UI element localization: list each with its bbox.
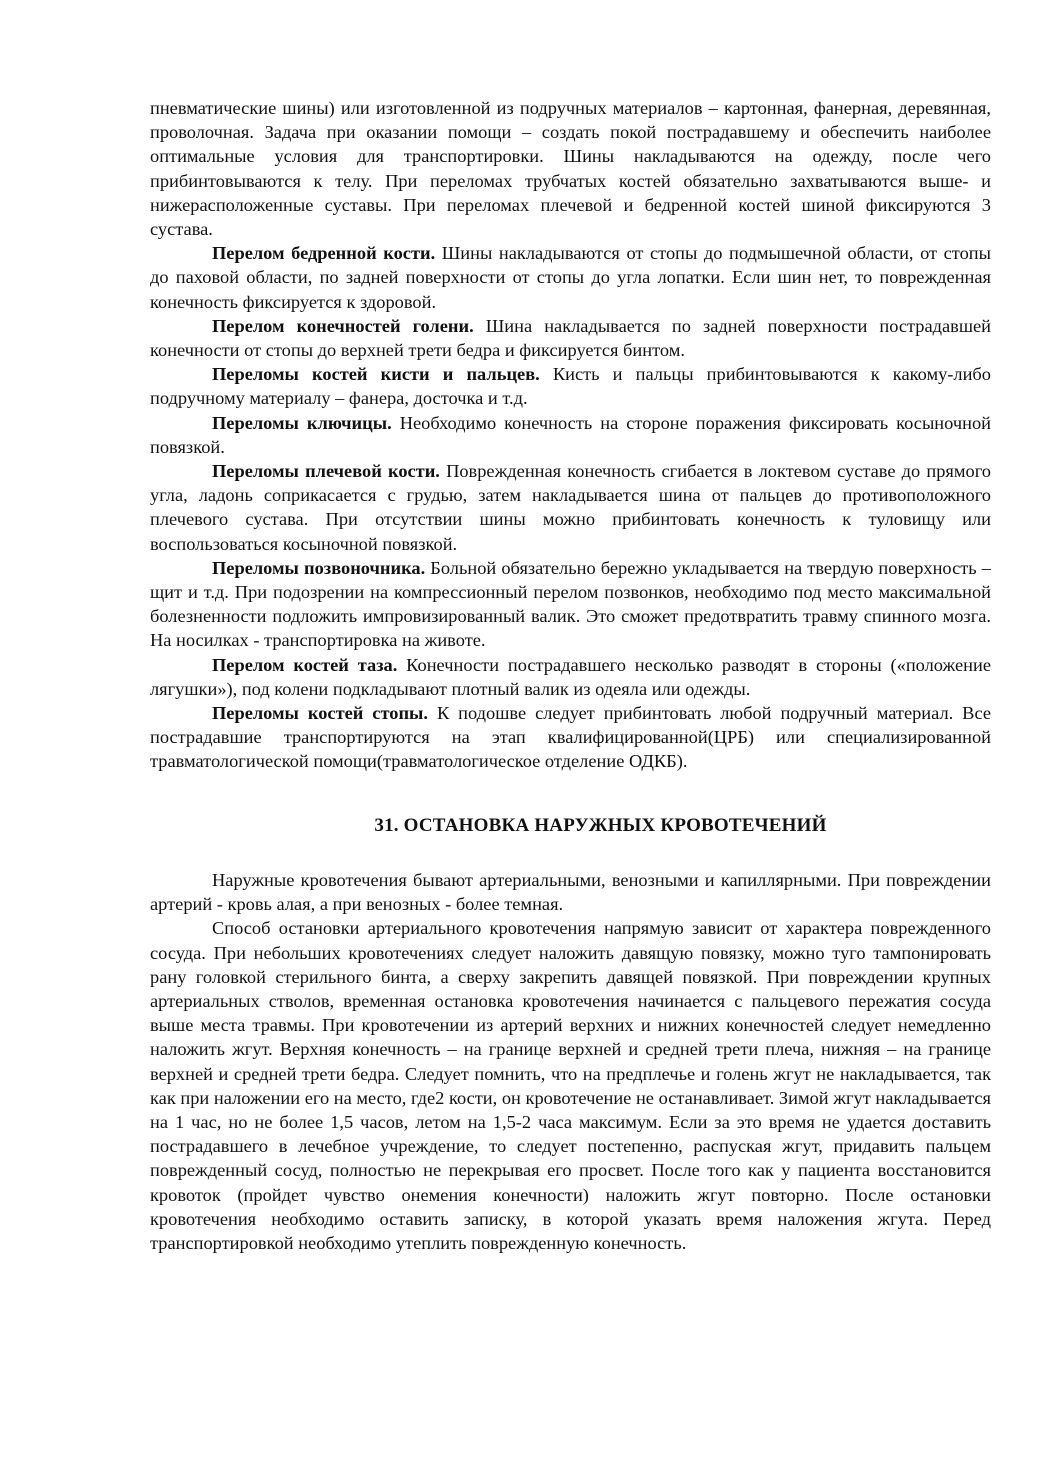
- fracture-paragraph-pelvis: [150, 653, 991, 701]
- fracture-paragraph-hand: [150, 362, 991, 410]
- fracture-term: Перелом конечностей голени.: [212, 315, 474, 336]
- fracture-term: Перелом костей таза.: [212, 654, 398, 675]
- fracture-paragraph-clavicle: [150, 411, 991, 459]
- fracture-term: Переломы костей стопы.: [212, 703, 429, 724]
- intro-paragraph: пневматические шины) или изготовленной из подручных материалов – картонная, фанерная, деревянная, проволочная. Задача при оказании помощи – создать покой пострадавшему и обеспечить наиболее оптимальные условия для транспортировки. Шины накладываются на одежду, после чего прибинтовываются к телу. При переломах трубчатых костей обязательно захватываются выше- и нижерасположенные суставы. При переломах плечевой и бедренной костей шиной фиксируются 3 сустава.: [150, 98, 991, 240]
- section-heading: 31. ОСТАНОВКА НАРУЖНЫХ КРОВОТЕЧЕНИЙ: [374, 814, 827, 836]
- fracture-text: Конечности пострадавшего несколько разводят в стороны («положение лягушки»), под колени подкладывают плотный валик из одеяла или одежды.: [150, 654, 992, 699]
- fracture-text: Необходимо конечность на стороне поражения фиксировать косыночной повязкой.: [150, 412, 991, 457]
- fracture-paragraph-femur: [150, 241, 991, 314]
- fracture-text: Кисть и пальцы прибинтовываются к какому-либо подручному материалу – фанера, досточка и т.д.: [150, 364, 991, 409]
- fracture-term: Переломы ключицы.: [212, 412, 392, 433]
- fracture-term: Переломы костей кисти и пальцев.: [212, 364, 540, 385]
- fracture-paragraph-foot: [150, 701, 991, 774]
- bleeding-paragraph-types: Наружные кровотечения бывают артериальными, венозными и капиллярными. При повреждении артерий - кровь алая, а при венозных - более темная.: [150, 869, 991, 915]
- fracture-text: Больной обязательно бережно укладывается на твердую поверхность – щит и т.д. При подозрении на компрессионный перелом позвонков, необходимо под место максимальной болезненности подложить импровизированный валик. Это сможет предотвратить травму спинного мозга. На носилках - транспортировка на животе.: [150, 557, 991, 651]
- fracture-term: Перелом бедренной кости.: [212, 243, 436, 264]
- fracture-term: Переломы плечевой кости.: [212, 461, 440, 482]
- document-page: [150, 96, 991, 1255]
- fracture-text: Поврежденная конечность сгибается в локтевом суставе до прямого угла, ладонь соприкасается с грудью, затем накладывается шина от пальцев до противоположного плечевого сустава. При отсутствии шины можно прибинтовать конечность к туловищу или воспользоваться косыночной повязкой.: [150, 461, 992, 554]
- fracture-paragraph-humerus: [150, 459, 991, 556]
- fracture-term: Переломы позвоночника.: [212, 557, 426, 578]
- bleeding-paragraph-method: Способ остановки артериального кровотечения напрямую зависит от характера поврежденного сосуда. При небольших кровотечениях следует наложить давящую повязку, можно туго тампонировать рану головкой стерильного бинта, а сверху закрепить давящей повязкой. При повреждении крупных артериальных стволов, временная остановка кровотечения начинается с пальцевого пережатия сосуда выше места травмы. При кровотечении из артерий верхних и нижних конечностей следует немедленно наложить жгут. Верхняя конечность – на границе верхней и средней трети плеча, нижняя – на границе верхней и средней трети бедра. Следует помнить, что на предплечье и голень жгут не накладывается, так как при наложении его на место, где2 кости, он кровотечение не останавливает. Зимой жгут накладывается на 1 час, но не более 1,5 часов, летом на 1,5-2 часа максимум. Если за это время не удается доставить пострадавшего в лечебное учреждение, то следует постепенно, распуская жгут, придавить пальцем поврежденный сосуд, полностью не перекрывая его просвет. После того как у пациента восстановится кровоток (пройдет чувство онемения конечности) наложить жгут повторно. После остановки кровотечения необходимо оставить записку, в которой указать время наложения жгута. Перед транспортировкой необходимо утеплить поврежденную конечность.: [150, 918, 991, 1253]
- fracture-text: Шина накладывается по задней поверхности пострадавшей конечности от стопы до верхней трети бедра и фиксируется бинтом.: [150, 315, 991, 361]
- fracture-text: Шины накладываются от стопы до подмышечной области, от стопы до паховой области, по задней поверхности от стопы до угла лопатки. Если шин нет, то поврежденная конечность фиксируется к здоровой.: [150, 243, 991, 312]
- fracture-text: К подошве следует прибинтовать любой подручный материал. Все пострадавшие транспортируются на этап квалифицированной(ЦРБ) или специализированной травматологической помощи(травматологическое отделение ОДКБ).: [150, 703, 992, 772]
- fracture-paragraph-shin: [150, 314, 991, 362]
- fracture-paragraph-spine: [150, 556, 991, 653]
